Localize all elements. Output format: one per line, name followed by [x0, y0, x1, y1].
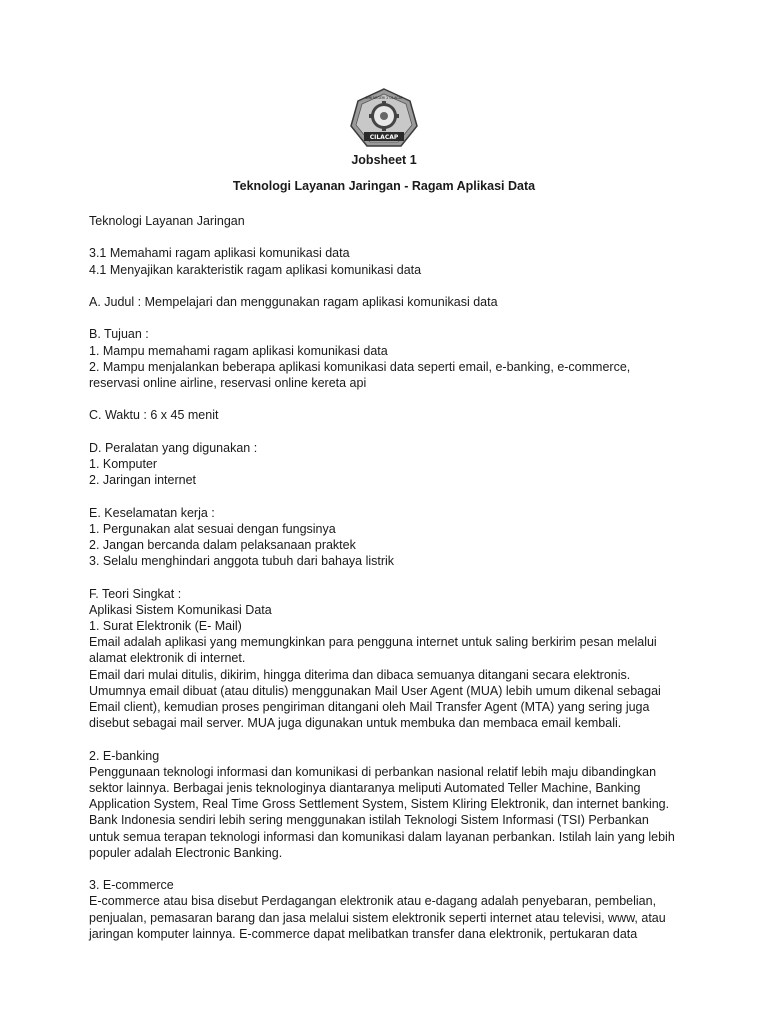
subject-line: Teknologi Layanan Jaringan: [89, 214, 245, 228]
section-peralatan-heading: D. Peralatan yang digunakan :: [89, 440, 258, 455]
email-line: disebut sebagai mail server. MUA juga digunakan untuk membuka dan membaca email kembali.: [89, 716, 622, 731]
kd-item: 4.1 Menyajikan karakteristik ragam aplikasi komunikasi data: [89, 262, 422, 277]
teori-subheading: Aplikasi Sistem Komunikasi Data: [89, 602, 272, 617]
keselamatan-item: 2. Jangan bercanda dalam pelaksanaan praktek: [89, 537, 356, 552]
section-judul: A. Judul : Mempelajari dan menggunakan ragam aplikasi komunikasi data: [89, 294, 498, 309]
ecommerce-line: jaringan komputer lainnya. E-commerce dapat melibatkan transfer dana elektronik, pertukaran data: [89, 926, 638, 941]
document-title: Jobsheet 1: [351, 153, 417, 167]
ecommerce-line: E-commerce atau bisa disebut Perdagangan elektronik atau e-dagang adalah penyebaran, pembelian,: [89, 894, 657, 909]
school-emblem-icon: [350, 88, 418, 150]
email-heading: 1. Surat Elektronik (E- Mail): [89, 618, 242, 633]
tujuan-line: reservasi online airline, reservasi online kereta api: [89, 375, 367, 390]
document-subtitle: Teknologi Layanan Jaringan - Ragam Aplikasi Data: [232, 179, 536, 193]
ebanking-line: populer adalah Electronic Banking.: [89, 845, 283, 860]
email-line: Email dari mulai ditulis, dikirim, hingga diterima dan dibaca semuanya ditangani secara elektronis.: [89, 667, 631, 682]
section-teori-heading: F. Teori Singkat :: [89, 586, 182, 601]
kd-item: 3.1 Memahami ragam aplikasi komunikasi data: [89, 246, 350, 261]
ecommerce-line: penjualan, pemasaran barang dan jasa melalui sistem elektronik seperti internet atau televisi, www, atau: [89, 910, 666, 925]
ebanking-heading: 2. E-banking: [89, 748, 160, 763]
ebanking-line: Penggunaan teknologi informasi dan komunikasi di perbankan nasional relatif lebih maju dibandingkan: [89, 764, 657, 779]
section-waktu: C. Waktu : 6 x 45 menit: [89, 408, 219, 423]
peralatan-item: 1. Komputer: [89, 456, 158, 471]
email-line: alamat elektronik di internet.: [89, 651, 246, 666]
section-keselamatan-heading: E. Keselamatan kerja :: [89, 505, 215, 520]
email-line: Email client), kemudian proses pengiriman ditangani oleh Mail Transfer Agent (MTA) yang sering juga: [89, 699, 650, 714]
keselamatan-item: 3. Selalu menghindari anggota tubuh dari bahaya listrik: [89, 554, 395, 569]
emblem-ring-text: SMK NEGERI 2 CILACAP: [365, 96, 403, 100]
email-line: Email adalah aplikasi yang memungkinkan para pengguna internet untuk saling berkirim pesan melalui: [89, 635, 657, 650]
ebanking-line: Bank Indonesia sendiri lebih sering menggunakan istilah Teknologi Sistem Informasi (TSI) Perbankan: [89, 813, 649, 828]
peralatan-item: 2. Jaringan internet: [89, 473, 197, 488]
ebanking-line: untuk semua terapan teknologi informasi dan komunikasi dalam layanan perbankan. Istilah lain yang lebih: [89, 829, 675, 844]
section-tujuan-heading: B. Tujuan :: [89, 327, 149, 342]
emblem-banner-text: CILACAP: [369, 134, 399, 141]
ebanking-line: sektor lainnya. Berbagai jenis teknologinya diantaranya meliputi Automated Teller Machine, Banking: [89, 780, 641, 795]
keselamatan-item: 1. Pergunakan alat sesuai dengan fungsinya: [89, 521, 336, 536]
tujuan-line: 2. Mampu menjalankan beberapa aplikasi komunikasi data seperti email, e-banking, e-commerce,: [89, 359, 631, 374]
tujuan-line: 1. Mampu memahami ragam aplikasi komunikasi data: [89, 343, 388, 358]
email-line: Umumnya email dibuat (atau ditulis) menggunakan Mail User Agent (MUA) lebih umum dikenal sebagai: [89, 683, 661, 698]
ecommerce-heading: 3. E-commerce: [89, 878, 174, 893]
ebanking-line: Application System, Real Time Gross Settlement System, Sistem Kliring Elektronik, dan internet banking.: [89, 797, 670, 812]
document-body: [89, 213, 679, 942]
